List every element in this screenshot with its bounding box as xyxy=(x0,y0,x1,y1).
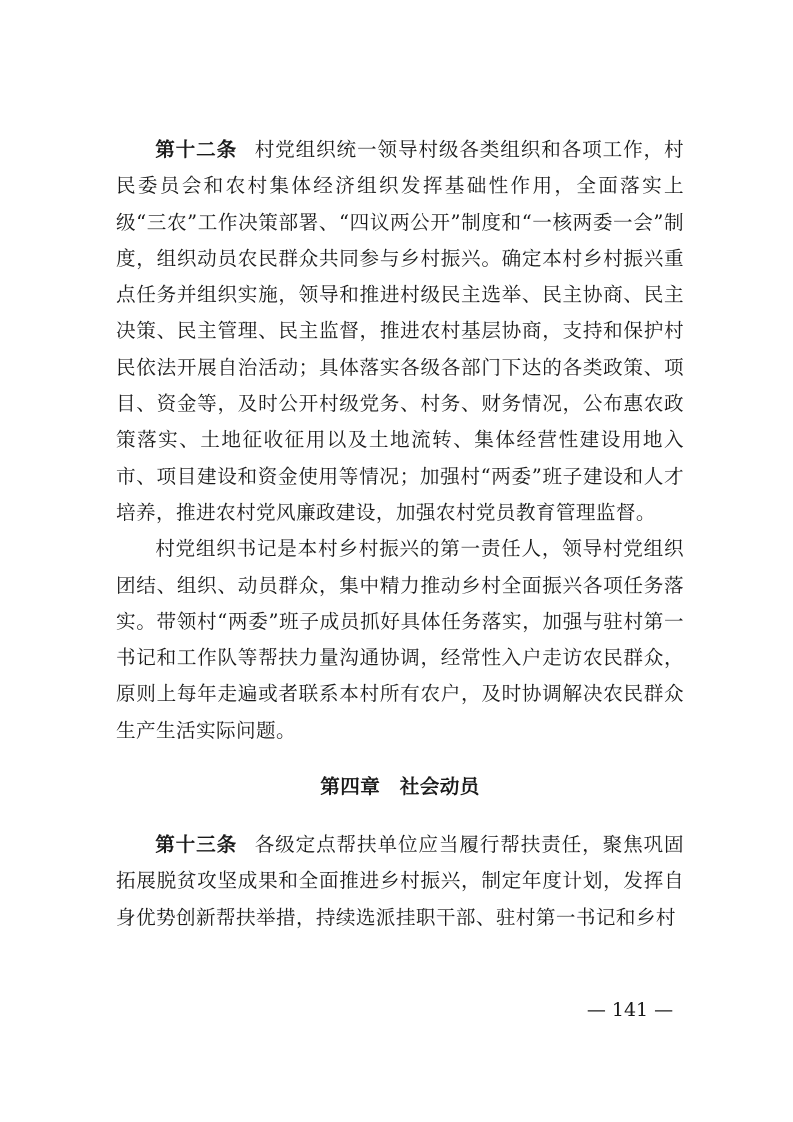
article-13-paragraph xyxy=(116,827,684,936)
article-12-paragraph xyxy=(116,132,684,531)
article-12-text: 村党组织统一领导村级各类组织和各项工作，村民委员会和农村集体经济组织发挥基础性作用，全面落实上级“三农”工作决策部署、“四议两公开”制度和“一核两委一会”制度，组织动员农民群众共同参与乡村振兴。确定本村乡村振兴重点任务并组织实施，领导和推进村级民主选举、民主协商、民主决策、民主管理、民主监督，推进农村基层协商，支持和保护村民依法开展自治活动；具体落实各级各部门下达的各类政策、项目、资金等，及时公开村级党务、村务、财务情况，公布惠农政策落实、土地征收征用以及土地流转、集体经营性建设用地入市、项目建设和资金使用等情况；加强村“两委”班子建设和人才培养，推进农村党风廉政建设，加强农村党员教育管理监督。 xyxy=(116,138,684,524)
chapter-title: 社会动员 xyxy=(399,775,480,799)
article-13-text: 各级定点帮扶单位应当履行帮扶责任，聚焦巩固拓展脱贫攻坚成果和全面推进乡村振兴，制定年度计划，发挥自身优势创新帮扶举措，持续选派挂职干部、驻村第一书记和乡村 xyxy=(116,833,684,929)
article-12-paragraph-2: 村党组织书记是本村乡村振兴的第一责任人，领导村党组织团结、组织、动员群众，集中精力推动乡村全面振兴各项任务落实。带领村“两委”班子成员抓好具体任务落实，加强与驻村第一书记和工作队等帮扶力量沟通协调，经常性入户走访农民群众，原则上每年走遍或者联系本村所有农户，及时协调解决农民群众生产生活实际问题。 xyxy=(116,537,684,742)
article-12-label: 第十二条 xyxy=(155,138,238,161)
chapter-heading xyxy=(116,769,684,805)
page-number: — 141 — xyxy=(586,999,674,1021)
article-13-label: 第十三条 xyxy=(155,833,238,857)
document-body xyxy=(116,132,684,936)
chapter-number: 第四章 xyxy=(320,775,381,799)
